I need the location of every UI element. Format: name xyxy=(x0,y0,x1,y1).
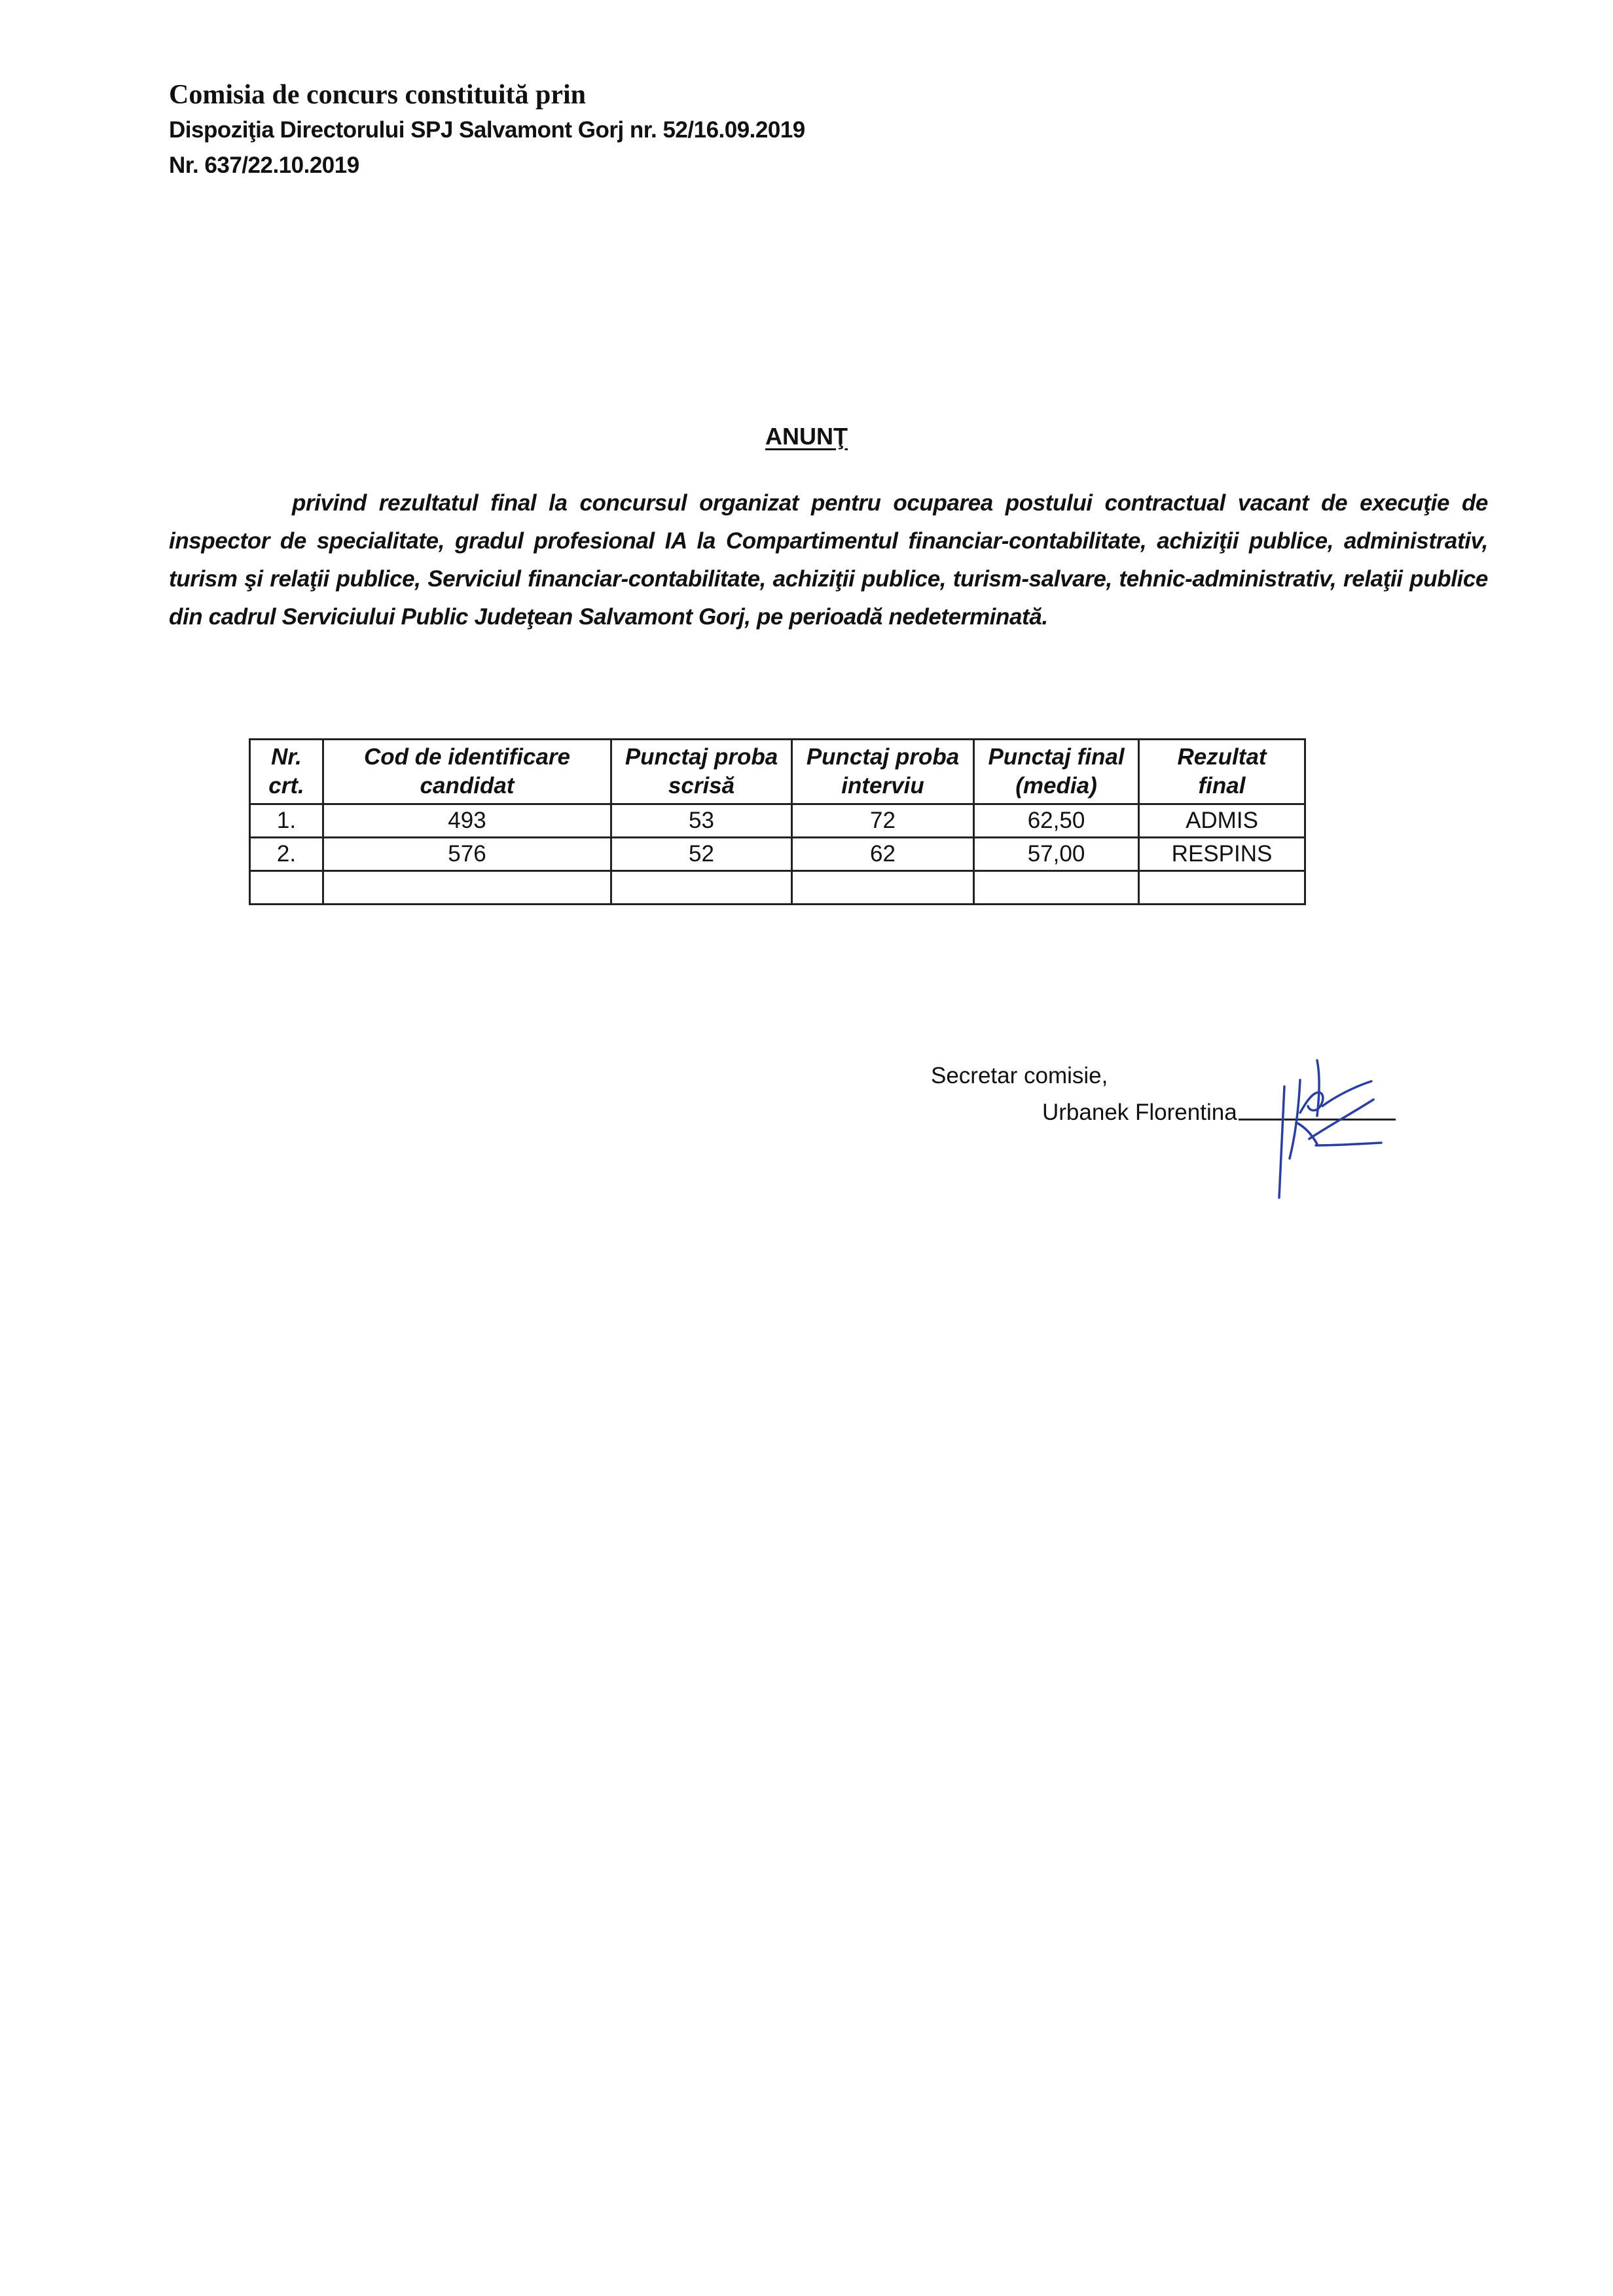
signature-block xyxy=(931,1058,1237,1131)
cell-nr xyxy=(250,871,323,905)
col-header-written-score: Punctaj proba scrisă xyxy=(611,740,792,804)
header-registration-number: Nr. 637/22.10.2019 xyxy=(169,152,359,178)
col-header-final-score: Punctaj final (media) xyxy=(974,740,1139,804)
announcement-body: privind rezultatul final la concursul organizat pentru ocuparea postului contractual vacant de execuţie de inspector de specialitate, gradul profesional IA la Compartimentul financiar-contabilitate, achiziţii publice, administrativ, turism şi relaţii publice, Serviciul financiar-contabilitate, achiziţii publice, turism-salvare, tehnic-administrativ, relaţii publice din cadrul Serviciului Public Judeţean Salvamont Gorj, pe perioadă nedeterminată. xyxy=(169,490,1488,630)
cell-final-result: RESPINS xyxy=(1139,838,1305,871)
cell-final-score: 57,00 xyxy=(974,838,1139,871)
cell-final-score: 62,50 xyxy=(974,804,1139,838)
table-row xyxy=(250,804,1305,838)
header-disposition: Dispoziţia Directorului SPJ Salvamont Gorj nr. 52/16.09.2019 xyxy=(169,117,805,143)
document-header xyxy=(169,77,805,183)
table-row-empty xyxy=(250,871,1305,905)
cell-written-score xyxy=(611,871,792,905)
cell-nr: 1. xyxy=(250,804,323,838)
col-header-candidate-code: Cod de identificare candidat xyxy=(323,740,611,804)
cell-interview-score xyxy=(792,871,974,905)
cell-candidate-code: 576 xyxy=(323,838,611,871)
cell-final-score xyxy=(974,871,1139,905)
col-header-final-result: Rezultat final xyxy=(1139,740,1305,804)
header-commission: Comisia de concurs constituită prin xyxy=(169,80,587,110)
cell-final-result xyxy=(1139,871,1305,905)
cell-candidate-code xyxy=(323,871,611,905)
cell-interview-score: 62 xyxy=(792,838,974,871)
announcement-title: ANUNŢ xyxy=(765,423,848,450)
col-header-nr: Nr. crt. xyxy=(250,740,323,804)
cell-nr: 2. xyxy=(250,838,323,871)
cell-written-score: 52 xyxy=(611,838,792,871)
handwritten-signature xyxy=(1257,1034,1401,1211)
cell-candidate-code: 493 xyxy=(323,804,611,838)
table-header-row xyxy=(250,740,1305,804)
cell-written-score: 53 xyxy=(611,804,792,838)
col-header-interview-score: Punctaj proba interviu xyxy=(792,740,974,804)
cell-final-result: ADMIS xyxy=(1139,804,1305,838)
signatory-role: Secretar comisie, xyxy=(931,1063,1108,1088)
cell-interview-score: 72 xyxy=(792,804,974,838)
table-row xyxy=(250,838,1305,871)
results-table xyxy=(249,738,1306,905)
signatory-name: Urbanek Florentina xyxy=(1042,1100,1237,1125)
